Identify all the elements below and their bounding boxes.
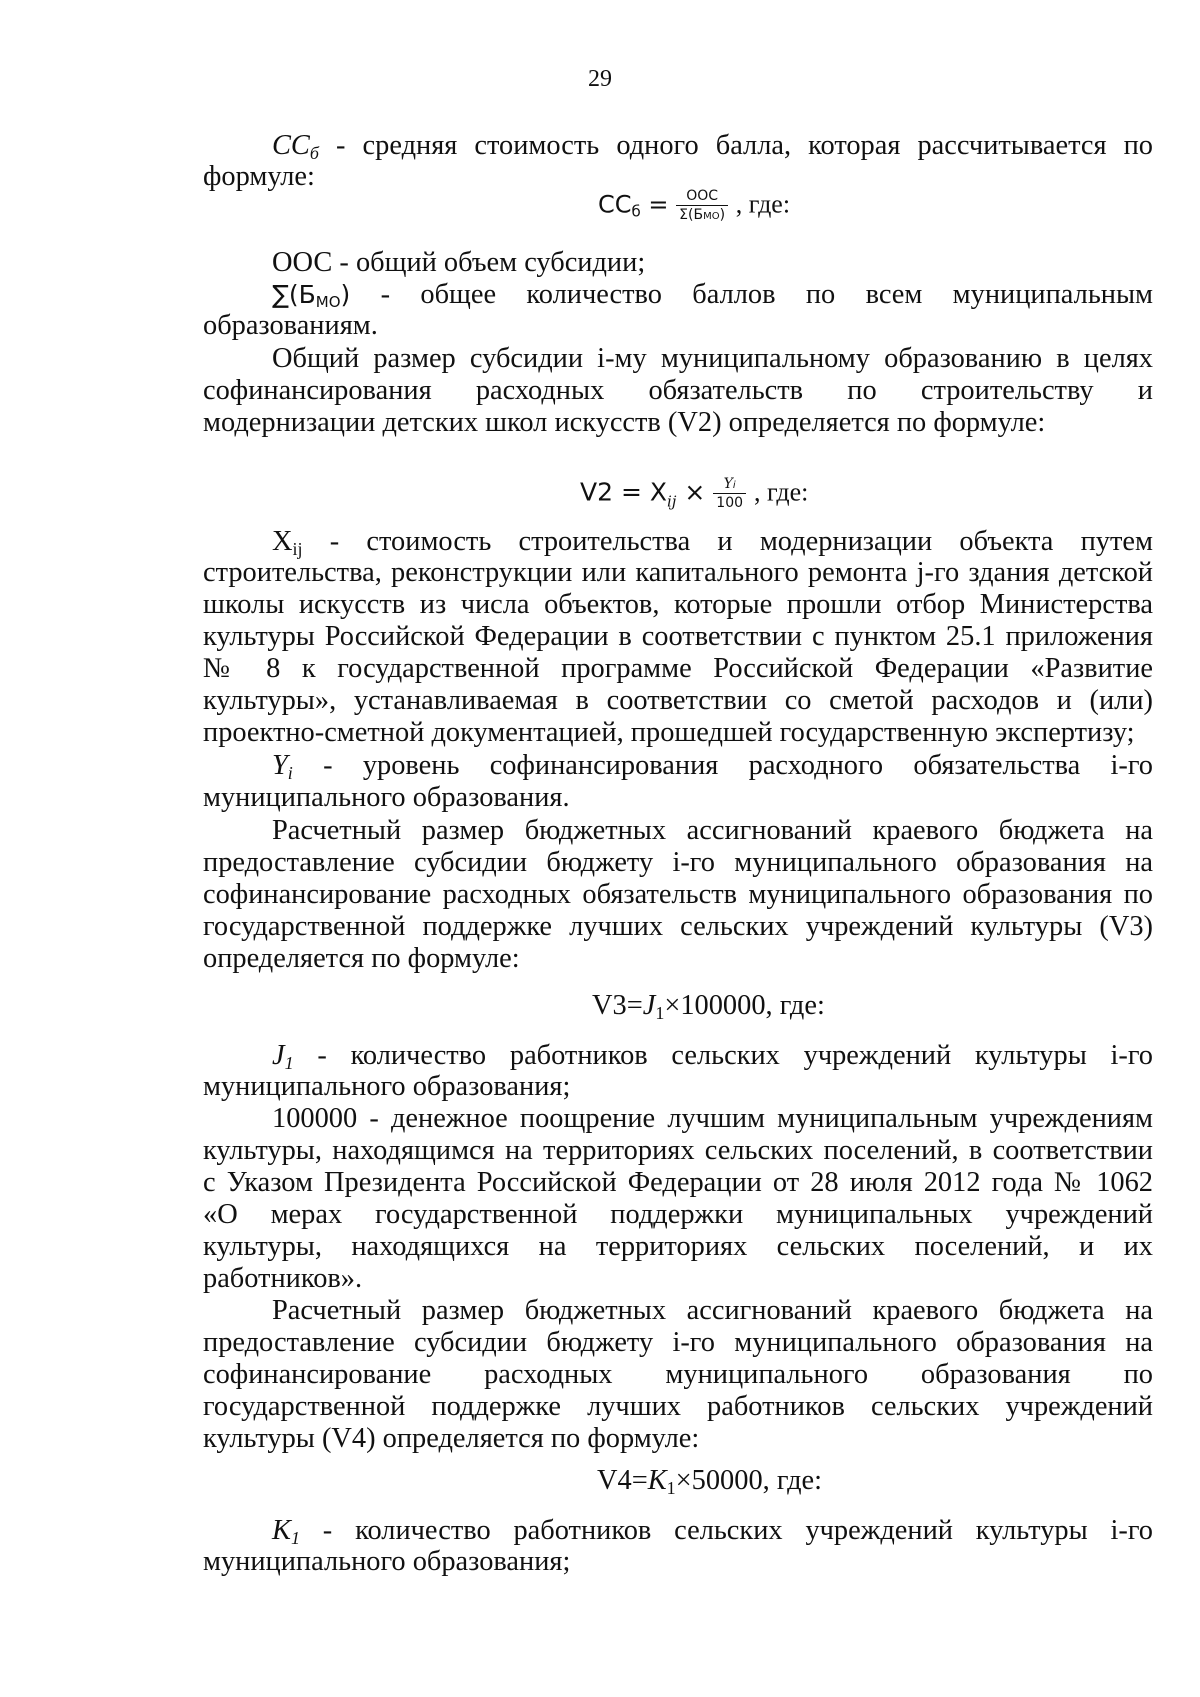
j1-definition-line-1: $J_1$ - количество работников сельских учреждений культуры i-го [272,1040,1153,1073]
yi-symbol: $Y_i$ [272,750,293,783]
sum-symbol: ∑(БМО) [272,280,351,311]
yi-definition-line-1: $Y_i$ - уровень софинансирования расходного обязательства i-го [272,750,1153,783]
k1-definition-line-1: $K_1$ - количество работников сельских учреждений культуры i-го [272,1515,1153,1548]
xij-definition-line-6: культуры», устанавливаемая в соответствии со сметой расходов и (или) [203,685,1153,716]
xij-definition-line-2: строительства, реконструкции или капитального ремонта j-го здания детской [203,557,1153,588]
formula-cc-fraction: $\frac{\text{ООС}}{\text{Σ(БМО)}}$ [676,188,728,223]
j1-symbol: $J_1$ [272,1040,294,1073]
xij-definition-line-4: культуры Российской Федерации в соответствии с пунктом 25.1 приложения [203,621,1153,652]
xij-symbol: $X_{ij}$ [272,526,303,559]
formula-v2-fraction: $\frac{Yi}{100}$ [713,476,746,511]
v4-paragraph-line-4: государственной поддержке лучших работников сельских учреждений [203,1391,1153,1422]
v4-paragraph-line-1: Расчетный размер бюджетных ассигнований краевого бюджета на [272,1295,1153,1326]
v4-paragraph-line-2: предоставление субсидии бюджету i-го муниципального образования на [203,1327,1153,1358]
incentive-paragraph-line-3: с Указом Президента Российской Федерации от 28 июля 2012 года № 1062 [203,1167,1153,1198]
formula-v3: $V3=J_1\times 100000$, где: [592,990,825,1023]
cc-definition-line-2: формуле: [203,161,315,192]
v2-paragraph-line-2: софинансирования расходных обязательств по строительству и [203,375,1153,406]
v3-paragraph-line-3: софинансирование расходных обязательств муниципального образования по [203,879,1153,910]
incentive-paragraph-line-5: культуры, находящихся на территориях сельских поселений, и их [203,1231,1153,1262]
sum-definition-line-1: ∑(БМО) - общее количество баллов по всем муниципальным [272,279,1153,311]
incentive-paragraph-line-2: культуры, находящимся на территориях сельских поселений, в соответствии [203,1135,1153,1166]
v2-paragraph-line-3: модернизации детских школ искусств (V2) определяется по формуле: [203,407,1046,438]
v4-paragraph-line-3: софинансирование расходных муниципального образования по [203,1359,1153,1390]
page-number: 29 [588,66,612,92]
cc-symbol: $СС_б$ [272,130,319,163]
yi-definition-line-2: муниципального образования. [203,782,570,813]
xij-definition-line-1: $X_{ij}$ - стоимость строительства и модернизации объекта путем [272,526,1153,559]
formula-v4: $V4=K_1\times 50000$, где: [597,1465,823,1498]
xij-definition-line-5: № 8 к государственной программе Российской Федерации «Развитие [203,653,1153,684]
incentive-paragraph-line-6: работников». [203,1263,363,1294]
incentive-paragraph-line-4: «О мерах государственной поддержки муниципальных учреждений [203,1199,1153,1230]
formula-cc: ССб = $\frac{\text{ООС}}{\text{Σ(БМО)}}$ , где: [598,188,791,223]
v3-paragraph-line-4: государственной поддержке лучших сельских учреждений культуры (V3) [203,911,1153,942]
v4-paragraph-line-5: культуры (V4) определяется по формуле: [203,1423,700,1454]
oos-definition: ООС - общий объем субсидии; [272,247,646,278]
incentive-paragraph-line-1: 100000 - денежное поощрение лучшим муниципальным учреждениям [272,1103,1153,1134]
v3-paragraph-line-2: предоставление субсидии бюджету i-го муниципального образования на [203,847,1153,878]
v3-paragraph-line-5: определяется по формуле: [203,943,520,974]
formula-v2: $V2 = X_{ij}$ × $\frac{Yi}{100}$ , где: [580,476,809,511]
v2-paragraph-line-1: Общий размер субсидии i-му муниципальному образованию в целях [272,343,1153,374]
xij-definition-line-7: проектно-сметной документацией, прошедшей государственную экспертизу; [203,717,1135,748]
xij-definition-line-3: школы искусств из числа объектов, которые прошли отбор Министерства [203,589,1153,620]
k1-symbol: $K_1$ [272,1515,300,1548]
v3-paragraph-line-1: Расчетный размер бюджетных ассигнований краевого бюджета на [272,815,1153,846]
j1-definition-line-2: муниципального образования; [203,1071,571,1102]
sum-definition-line-2: образованиям. [203,310,378,341]
k1-definition-line-2: муниципального образования; [203,1546,571,1577]
cc-definition-line-1: $СС_б$ - средняя стоимость одного балла, которая рассчитывается по [272,130,1153,163]
